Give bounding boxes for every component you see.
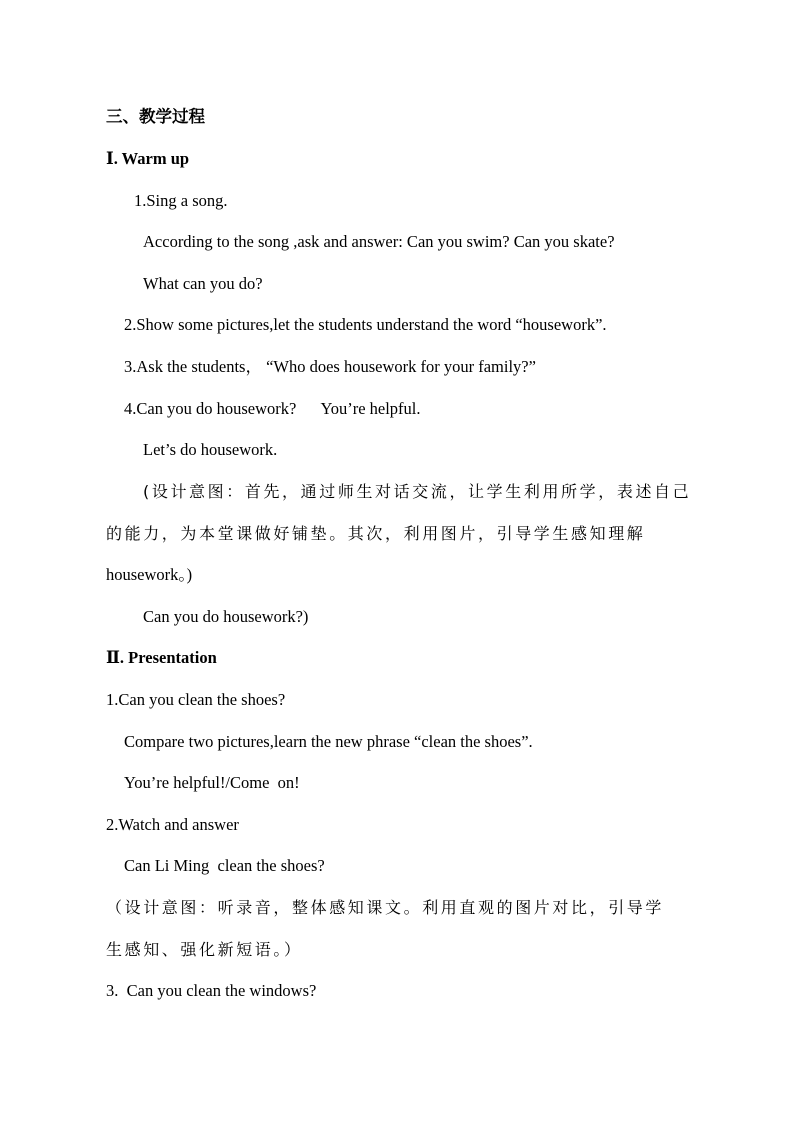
warm-up-item-1: 1.Sing a song. <box>134 191 228 210</box>
warm-up-intent-line-1: (设计意图：首先，通过师生对话交流，让学生利用所学，表述自己 <box>143 482 692 501</box>
warm-up-intent-line-2: 的能力，为本堂课做好铺垫。其次，利用图片，引导学生感知理解 <box>106 524 646 543</box>
presentation-heading: Ⅱ. Presentation <box>106 648 217 667</box>
presentation-item-3: 3. Can you clean the windows? <box>106 981 317 1000</box>
warm-up-closing: Can you do housework?) <box>143 607 309 626</box>
warm-up-item-4: 4.Can you do housework? You’re helpful. <box>124 399 421 418</box>
warm-up-item-1-detail: According to the song ,ask and answer: Can you swim? Can you skate? <box>143 232 615 251</box>
warm-up-item-4-detail: Let’s do housework. <box>143 440 278 459</box>
presentation-intent-line-2: 生感知、强化新短语。） <box>106 940 303 959</box>
warm-up-item-2: 2.Show some pictures,let the students understand the word “housework”. <box>124 315 607 334</box>
warm-up-heading: Ⅰ. Warm up <box>106 149 190 168</box>
presentation-item-2: 2.Watch and answer <box>106 815 239 834</box>
section-heading: 三、教学过程 <box>106 107 205 126</box>
warm-up-item-3: 3.Ask the students， “Who does housework for your family?” <box>124 357 536 376</box>
warm-up-intent-line-3: housework。) <box>106 565 193 584</box>
presentation-item-2-question: Can Li Ming clean the shoes? <box>124 856 325 875</box>
presentation-item-1-detail: Compare two pictures,learn the new phrase “clean the shoes”. <box>124 732 533 751</box>
presentation-item-1-response: You’re helpful!/Come on! <box>124 773 300 792</box>
presentation-item-1: 1.Can you clean the shoes? <box>106 690 286 709</box>
presentation-intent-line-1: （设计意图：听录音，整体感知课文。利用直观的图片对比，引导学 <box>106 898 665 917</box>
warm-up-item-1-question: What can you do? <box>143 274 263 293</box>
